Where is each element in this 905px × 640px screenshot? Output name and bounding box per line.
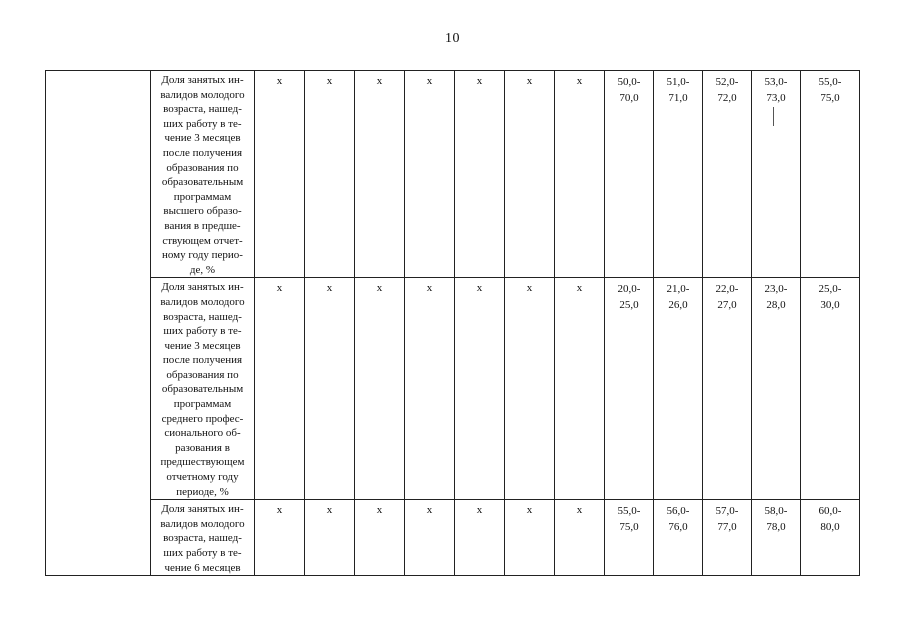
x-mark-cell: х <box>555 71 605 278</box>
range-value: 21,0- 26,0 <box>666 283 690 312</box>
x-mark-cell: х <box>505 500 555 576</box>
range-value: 50,0- 70,0 <box>617 76 641 104</box>
range-cell <box>703 71 752 278</box>
indicator-text: Доля занятых ин- валидов молодого возраста, нашед- ших работу в те- чение 6 месяцев <box>160 503 245 574</box>
x-mark-cell: х <box>505 278 555 500</box>
range-cell <box>752 71 801 278</box>
x-mark-cell: х <box>255 500 305 576</box>
x-mark-cell: х <box>305 500 355 576</box>
x-mark-cell: х <box>555 500 605 576</box>
range-value: 57,0- 77,0 <box>715 505 739 534</box>
range-cell <box>801 500 860 576</box>
range-value: 60,0- 80,0 <box>818 505 842 534</box>
table-row <box>46 278 860 500</box>
x-mark-cell: х <box>555 278 605 500</box>
indicator-cell <box>151 500 255 576</box>
range-cell <box>654 278 703 500</box>
x-mark-cell: х <box>405 278 455 500</box>
range-value: 20,0- 25,0 <box>617 283 641 312</box>
range-value: 53,0- 73,0 <box>764 76 788 104</box>
range-cell <box>801 71 860 278</box>
range-cell <box>605 71 654 278</box>
table-row <box>46 71 860 278</box>
x-mark-cell: х <box>355 500 405 576</box>
empty-first-column <box>46 71 151 576</box>
range-value: 52,0- 72,0 <box>715 76 739 104</box>
range-cell <box>605 500 654 576</box>
range-value: 23,0- 28,0 <box>764 283 788 312</box>
indicator-text: Доля занятых ин- валидов молодого возраста, нашед- ших работу в те- чение 3 месяцев после получения образования по образовательным программам среднего профес- сионального об- разования в предшествующем отчетному году периоде, % <box>160 281 245 498</box>
page-number: 10 <box>445 31 460 46</box>
scan-artifact-mark <box>773 107 774 126</box>
range-value: 56,0- 76,0 <box>666 505 690 534</box>
range-cell <box>801 278 860 500</box>
x-mark-cell: х <box>405 71 455 278</box>
x-mark-cell: х <box>455 500 505 576</box>
range-value: 58,0- 78,0 <box>764 505 788 534</box>
range-cell <box>703 500 752 576</box>
x-mark-cell: х <box>405 500 455 576</box>
indicator-cell <box>151 71 255 278</box>
x-mark-cell: х <box>455 278 505 500</box>
range-cell <box>605 278 654 500</box>
range-cell <box>703 278 752 500</box>
x-mark-cell: х <box>505 71 555 278</box>
x-mark-cell: х <box>305 71 355 278</box>
range-value: 55,0- 75,0 <box>617 505 641 534</box>
x-mark-cell: х <box>255 71 305 278</box>
x-mark-cell: х <box>355 71 405 278</box>
x-mark-cell: х <box>255 278 305 500</box>
table-row <box>46 500 860 576</box>
x-mark-cell: х <box>455 71 505 278</box>
range-cell <box>654 71 703 278</box>
range-cell <box>752 278 801 500</box>
indicator-cell <box>151 278 255 500</box>
range-value: 51,0- 71,0 <box>666 76 690 104</box>
indicator-text: Доля занятых ин- валидов молодого возраста, нашед- ших работу в те- чение 3 месяцев после получения образования по образовательным программам высшего образо- вания в предше- ствующем отчет- ному году перио- де, % <box>160 74 245 276</box>
data-table <box>45 70 860 576</box>
range-value: 22,0- 27,0 <box>715 283 739 312</box>
range-cell <box>752 500 801 576</box>
x-mark-cell: х <box>355 278 405 500</box>
range-cell <box>654 500 703 576</box>
range-value: 55,0- 75,0 <box>818 76 842 104</box>
x-mark-cell: х <box>305 278 355 500</box>
range-value: 25,0- 30,0 <box>818 283 842 312</box>
